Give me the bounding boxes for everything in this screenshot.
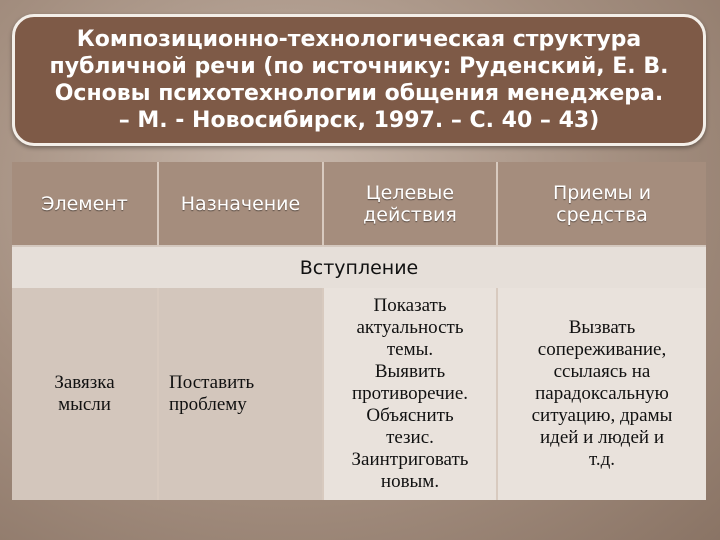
- title-line: публичной речи (по источнику: Руденский, Е. В.: [49, 54, 669, 79]
- header-actions: Целевые действия: [323, 162, 497, 246]
- structure-table: [12, 162, 706, 500]
- header-purpose: Назначение: [158, 162, 323, 246]
- header-element: Элемент: [12, 162, 158, 246]
- title-line: – М. - Новосибирск, 1997. – С. 40 – 43): [118, 108, 600, 133]
- slide-title: [44, 26, 675, 134]
- table-header-row: [12, 162, 706, 246]
- cell-actions: Показать актуальность темы. Выявить противоречие. Объяснить тезис. Заинтриговать новым.: [323, 288, 497, 500]
- table-row: [12, 288, 706, 500]
- cell-means: Вызвать сопереживание, ссылаясь на парадоксальную ситуацию, драмы идей и людей и т.д.: [497, 288, 706, 500]
- header-means: Приемы и средства: [497, 162, 706, 246]
- cell-element: Завязка мысли: [12, 288, 158, 500]
- section-title: Вступление: [12, 246, 706, 288]
- cell-purpose: Поставить проблему: [158, 288, 323, 500]
- title-line: Основы психотехнологии общения менеджера.: [54, 81, 664, 106]
- section-row: [12, 246, 706, 288]
- title-line: Композиционно-технологическая структура: [76, 27, 642, 52]
- title-banner: [12, 14, 706, 146]
